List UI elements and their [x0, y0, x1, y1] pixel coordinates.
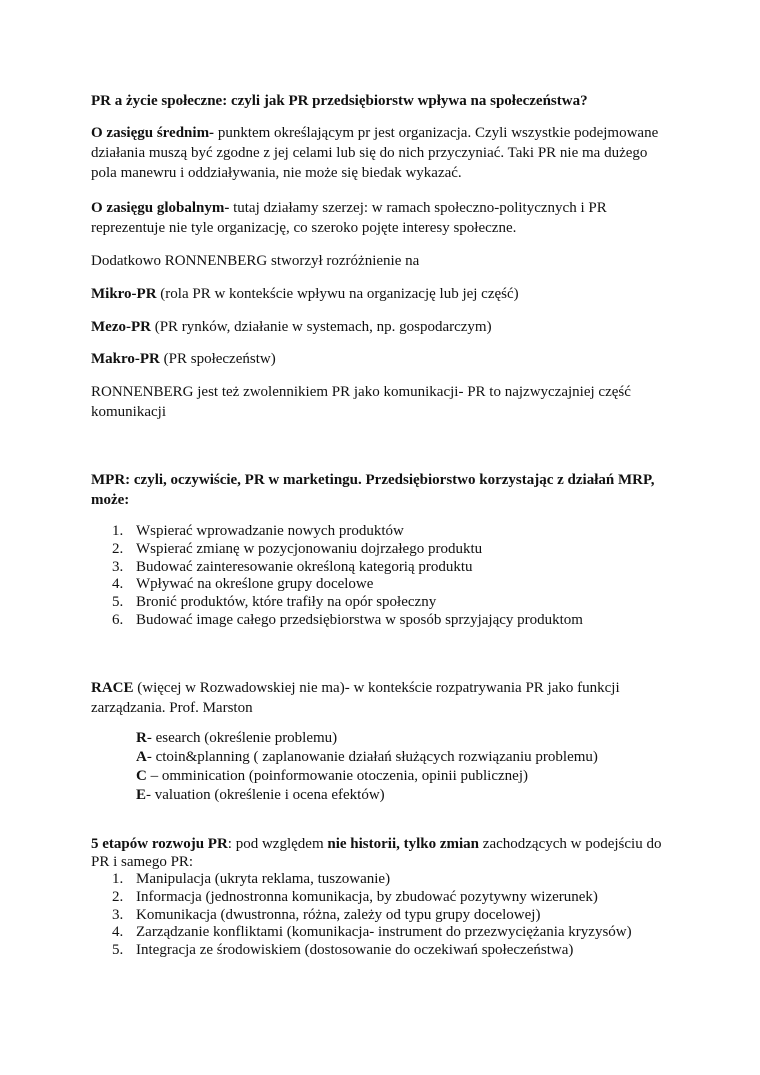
text-zasieg-sredni: punktem określającym pr jest organizacja. Czyli wszystkie podejmowane działania muszą być zgodne z jej celami lub się do nich przyczyniać. Taki PR nie ma dużego pola manewru i oddziaływania, nie może się biedak wykazać. — [91, 125, 659, 181]
list-item: 2. Informacja (jednostronna komunikacja, by zbudować pozytywny wizerunek) — [112, 888, 598, 905]
race-item: E- valuation (określenie i ocena efektów) — [136, 787, 385, 803]
paragraph-etapy: 5 etapów rozwoju PR: pod względem nie historii, tylko zmian zachodzących w podejściu do PR i samego PR: — [91, 836, 662, 870]
label-race: RACE — [91, 680, 134, 696]
race-item: R- esearch (określenie problemu) — [136, 730, 338, 746]
paragraph-race — [91, 678, 671, 718]
paragraph-mezo-pr — [91, 317, 671, 337]
list-item: 1. Wspierać wprowadzanie nowych produktów — [112, 523, 404, 539]
list-item: 3. Budować zainteresowanie określoną kategorią produktu — [112, 558, 473, 575]
paragraph-zasieg-sredni — [91, 123, 671, 183]
list-item: 6. Budować image całego przedsiębiorstwa w sposób sprzyjający produktom — [112, 611, 583, 628]
list-item: 5. Integracja ze środowiskiem (dostosowanie do oczekiwań społeczeństwa) — [112, 942, 574, 959]
paragraph-mikro-pr — [91, 284, 671, 304]
list-item: 4. Zarządzanie konfliktami (komunikacja- instrument do przezwyciężania kryzysów) — [112, 924, 632, 941]
label-zasieg-globalny: O zasięgu globalnym- — [91, 200, 230, 216]
text-mikro-pr: (rola PR w kontekście wpływu na organizację lub jej część) — [156, 286, 519, 302]
list-mpr — [112, 523, 583, 630]
label-mikro-pr: Mikro-PR — [91, 286, 157, 302]
heading-mpr: MPR: czyli, oczywiście, PR w marketingu. Przedsiębiorstwo korzystając z działań MRP, może: — [91, 472, 655, 508]
text-mezo-pr: (PR rynków, działanie w systemach, np. gospodarczym) — [150, 319, 492, 335]
label-makro-pr: Makro-PR — [91, 351, 160, 367]
list-item: 3. Komunikacja (dwustronna, różna, zależy od typu grupy docelowej) — [112, 906, 541, 923]
text-zasieg-globalny: tutaj działamy szerzej: w ramach społeczno-politycznych i PR reprezentuje nie tyle organizację, co szeroko pojęte interesy społeczne. — [91, 200, 607, 236]
text-makro-pr: (PR społeczeństw) — [159, 351, 276, 367]
list-etapy — [112, 871, 632, 960]
label-mezo-pr: Mezo-PR — [91, 319, 151, 335]
paragraph-makro-pr — [91, 349, 671, 369]
page-title: PR a życie społeczne: czyli jak PR przedsiębiorstw wpływa na społeczeństwa? — [91, 93, 588, 109]
text-race: (więcej w Rozwadowskiej nie ma)- w kontekście rozpatrywania PR jako funkcji zarządzania. Prof. Marston — [91, 680, 620, 716]
label-zasieg-sredni: O zasięgu średnim- — [91, 125, 215, 141]
list-item: 2. Wspierać zmianę w pozycjonowaniu dojrzałego produktu — [112, 540, 483, 557]
paragraph-ronnenberg-intro: Dodatkowo RONNENBERG stworzył rozróżnienie na — [91, 253, 420, 269]
list-item: 1. Manipulacja (ukryta reklama, tuszowanie) — [112, 871, 391, 887]
list-race — [136, 729, 598, 805]
race-item: A- ctoin&planning ( zaplanowanie działań służących rozwiązaniu problemu) — [136, 749, 598, 765]
list-item: 5. Bronić produktów, które trafiły na opór społeczny — [112, 594, 437, 611]
paragraph-zasieg-globalny — [91, 198, 671, 238]
paragraph-ronnenberg-note: RONNENBERG jest też zwolennikiem PR jako komunikacji- PR to najzwyczajniej część komunikacji — [91, 384, 631, 420]
race-item: C – omminication (poinformowanie otoczenia, opinii publicznej) — [136, 768, 528, 784]
list-item: 4. Wpływać na określone grupy docelowe — [112, 576, 374, 593]
